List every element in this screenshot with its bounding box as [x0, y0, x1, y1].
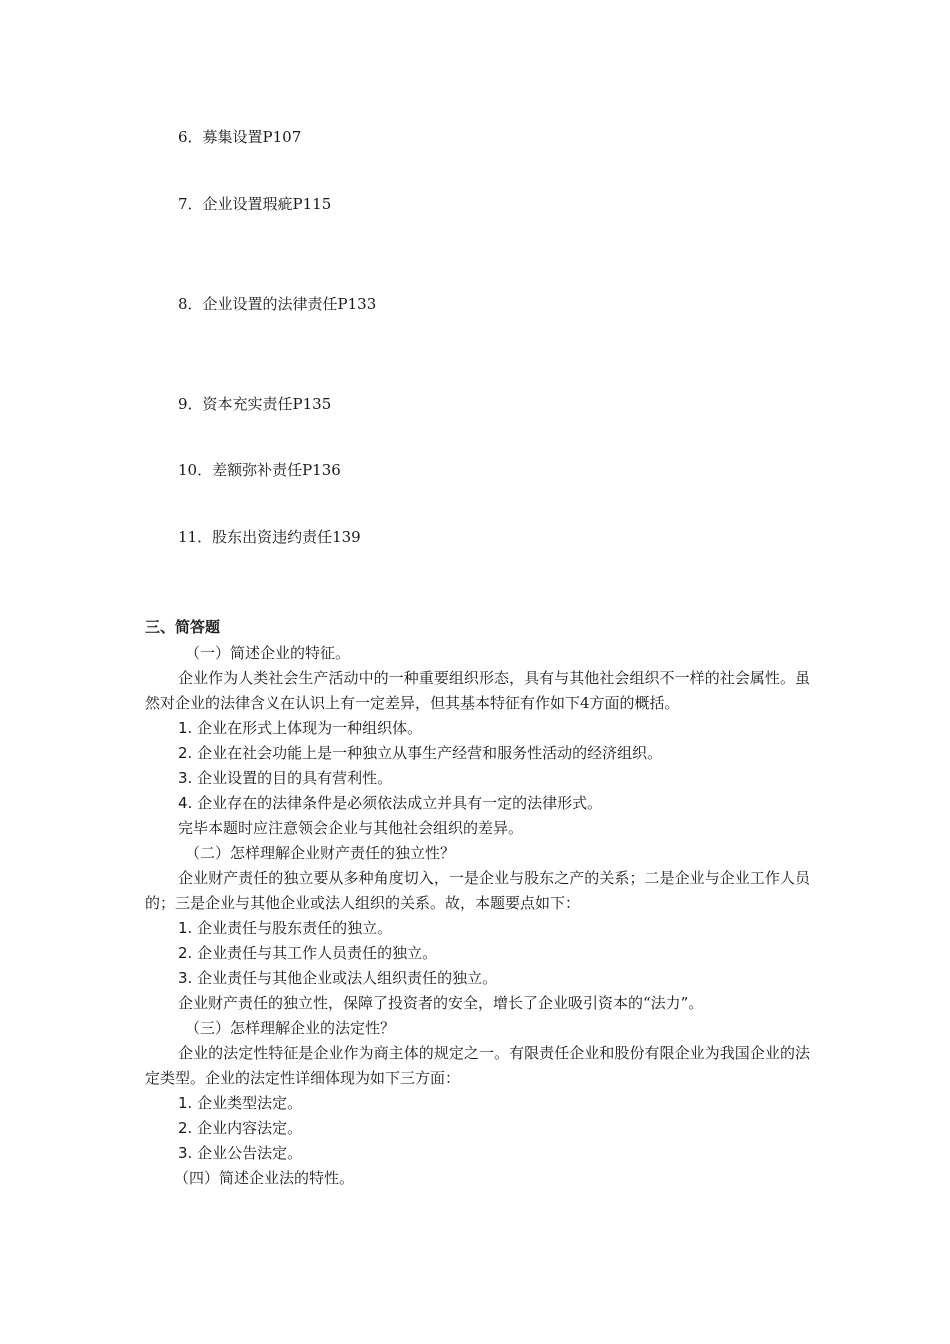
list-item: [145, 1141, 810, 1166]
term-text: 企业设置的法律责任P133: [202, 295, 377, 313]
list-text: 企业在社会功能上是一种独立从事生产经营和服务性活动的经济组织。: [197, 744, 663, 762]
answer-body: [145, 641, 810, 1191]
list-item: [145, 916, 810, 941]
term-item: [178, 527, 361, 547]
paragraph: 企业财产责任的独立性，保障了投资者的安全，增长了企业吸引资本的“法力”。: [178, 994, 704, 1012]
list-text: 企业设置的目的具有营利性。: [197, 769, 393, 787]
question-title: （一）简述企业的特征。: [185, 644, 351, 662]
list-text: 企业类型法定。: [197, 1094, 303, 1112]
list-number: 4.: [178, 794, 193, 812]
list-number: 3.: [178, 1144, 193, 1162]
paragraph: 企业的法定性特征是企业作为商主体的规定之一。有限责任企业和股份有限企业为我国企业的法定类型。企业的法定性详细体现为如下三方面：: [145, 1044, 810, 1087]
list-text: 企业在形式上体现为一种组织体。: [197, 719, 423, 737]
term-text: 差额弥补责任P136: [212, 461, 341, 479]
question-title: （四）简述企业法的特性。: [174, 1169, 355, 1187]
list-text: 企业公告法定。: [197, 1144, 303, 1162]
term-item: [178, 394, 331, 414]
list-item: [145, 966, 810, 991]
term-text: 资本充实责任P135: [202, 395, 332, 413]
term-text: 股东出资违约责任139: [212, 528, 361, 546]
term-number: 7．: [178, 195, 203, 213]
list-number: 1.: [178, 919, 193, 937]
term-number: 11．: [178, 528, 213, 546]
section-heading: 三、简答题: [145, 618, 221, 636]
term-text: 募集设置P107: [202, 128, 302, 146]
list-item: [145, 766, 810, 791]
term-number: 6．: [178, 128, 203, 146]
list-item: [145, 791, 810, 816]
list-item: [145, 716, 810, 741]
paragraph: 完毕本题时应注意领会企业与其他社会组织的差异。: [178, 819, 524, 837]
term-item: [178, 127, 301, 147]
list-text: 企业责任与其工作人员责任的独立。: [197, 944, 438, 962]
list-item: [145, 1091, 810, 1116]
term-text: 企业设置瑕疵P115: [202, 195, 332, 213]
list-item: [145, 741, 810, 766]
question-title: （二）怎样理解企业财产责任的独立性？: [185, 844, 456, 862]
list-text: 企业内容法定。: [197, 1119, 303, 1137]
paragraph: 企业财产责任的独立要从多种角度切入，一是企业与股东之产的关系；二是企业与企业工作人员的；三是企业与其他企业或法人组织的关系。故，本题要点如下：: [145, 869, 810, 912]
question-title: （三）怎样理解企业的法定性？: [185, 1019, 396, 1037]
list-number: 2.: [178, 1119, 193, 1137]
list-number: 3.: [178, 769, 193, 787]
list-number: 1.: [178, 719, 193, 737]
list-number: 2.: [178, 944, 193, 962]
list-item: [145, 941, 810, 966]
term-number: 10．: [178, 461, 213, 479]
list-text: 企业责任与其他企业或法人组织责任的独立。: [197, 969, 498, 987]
list-number: 1.: [178, 1094, 193, 1112]
list-number: 2.: [178, 744, 193, 762]
list-number: 3.: [178, 969, 193, 987]
term-item: [178, 460, 341, 480]
list-text: 企业责任与股东责任的独立。: [197, 919, 393, 937]
paragraph: 企业作为人类社会生产活动中的一种重要组织形态，具有与其他社会组织不一样的社会属性。虽然对企业的法律含义在认识上有一定差异，但其基本特征有作如下4方面的概括。: [145, 669, 810, 712]
list-item: [145, 1116, 810, 1141]
list-text: 企业存在的法律条件是必须依法成立并具有一定的法律形式。: [197, 794, 603, 812]
term-item: [178, 294, 376, 314]
term-number: 9．: [178, 395, 203, 413]
term-item: [178, 194, 331, 214]
term-number: 8．: [178, 295, 203, 313]
